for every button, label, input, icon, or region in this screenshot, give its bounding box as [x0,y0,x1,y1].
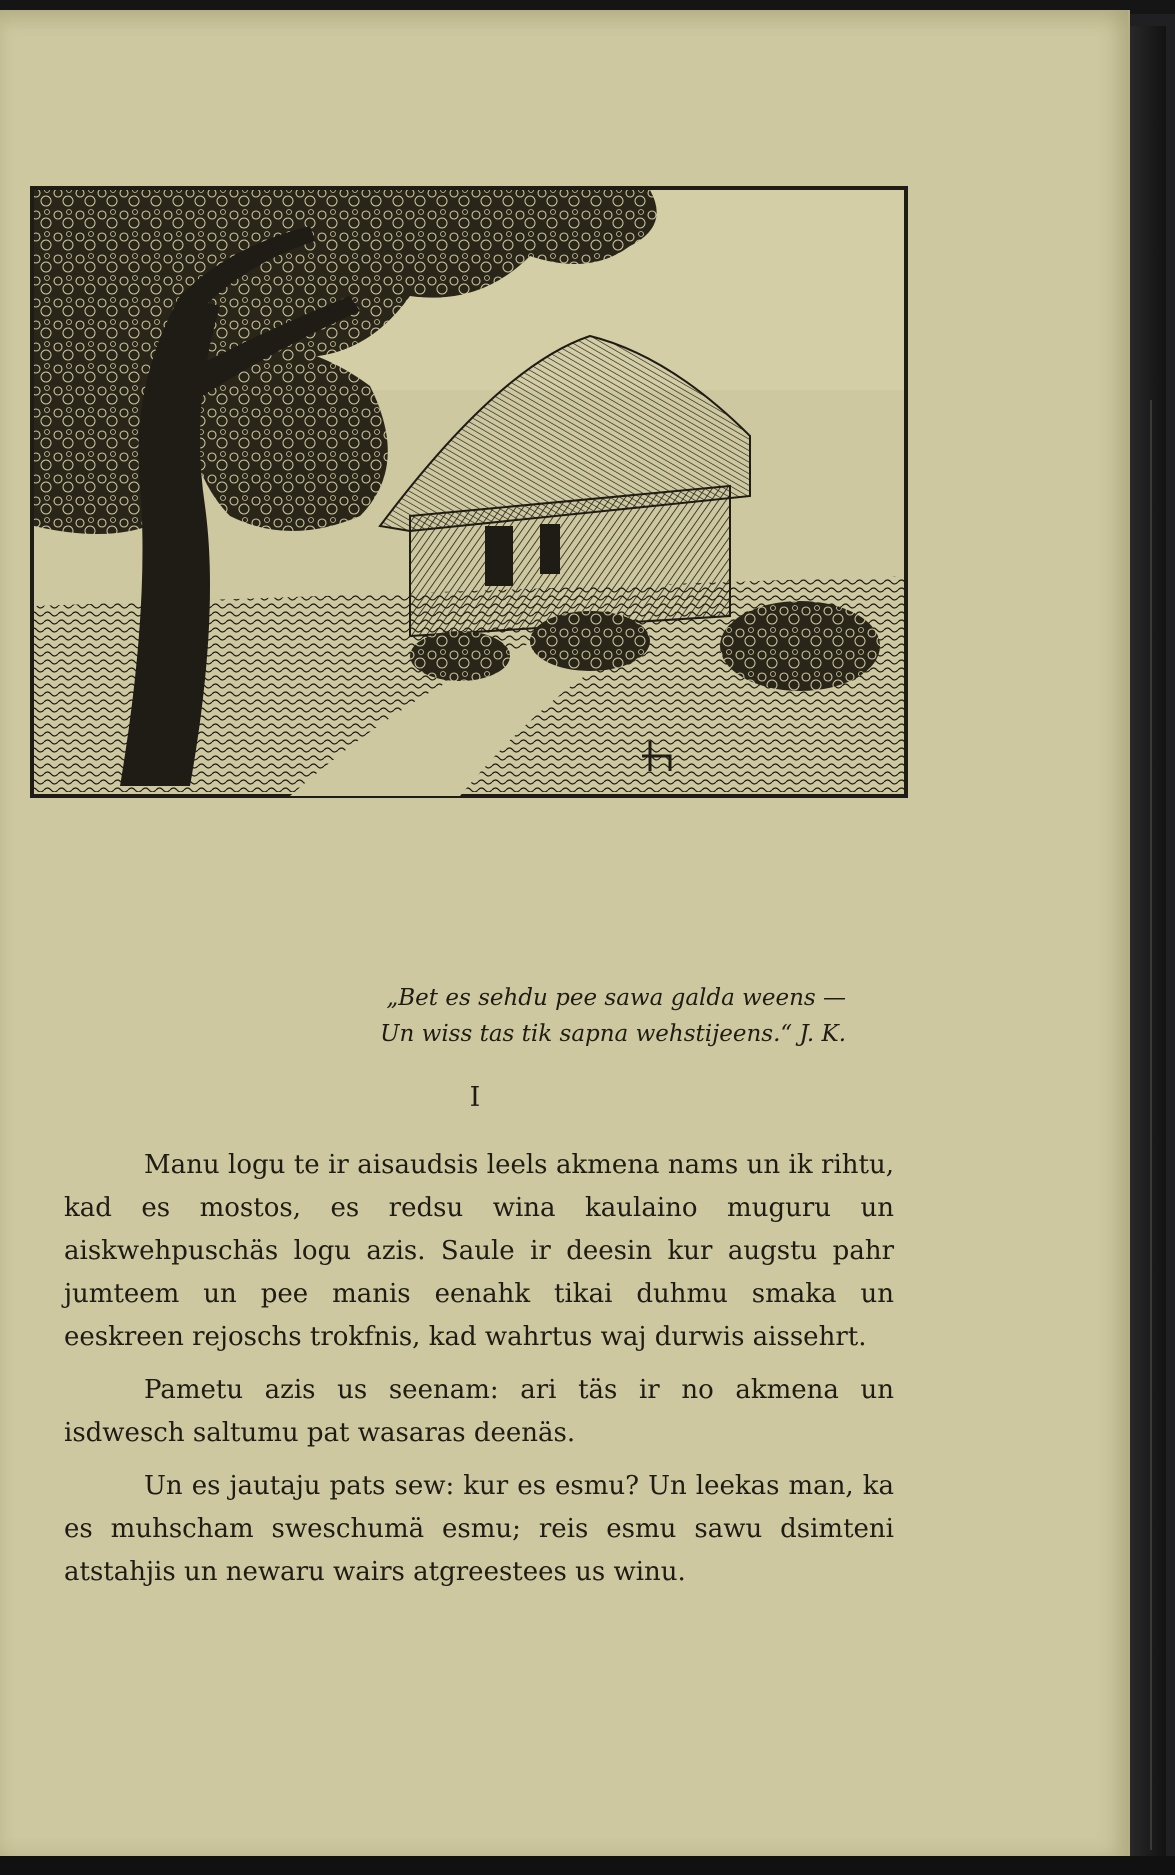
cottage-engraving-icon [30,186,908,798]
cottage-illustration [30,186,908,798]
epigraph-line-2: Un wiss tas tik sapna wehstijeens.“ J. K. [380,1021,846,1047]
scan-bottom-edge [0,1856,1175,1875]
epigraph [380,980,846,1052]
chapter-number: I [469,1082,481,1113]
paragraph-2: Pametu azis us seenam: ari täs ir no akmena un isdwesch saltumu pat wasaras deenäs. [64,1375,894,1448]
paragraph-1: Manu logu te ir aisaudsis leels akmena nams un ik rihtu, kad es mostos, es redsu wina kaulaino muguru un aiskwehpuschäs logu azis. Saule ir deesin kur augstu pahr jumteem un pee manis eenahk tikai duhmu smaka un eeskreen rejoschs trokfnis, kad wahrtus waj durwis aissehrt. [64,1150,894,1352]
book-spine-edge [1128,26,1166,1861]
epigraph-line-1: „Bet es sehdu pee sawa galda weens — [386,985,846,1011]
book-page [0,10,1130,1856]
page-edge-line [1150,400,1152,1850]
paragraph-3: Un es jautaju pats sew: kur es esmu? Un leekas man, ka es muhscham sweschumä esmu; reis esmu sawu dsimteni atstahjis un newaru wairs atgreestees us winu. [64,1471,894,1587]
chapter-body [64,1144,894,1604]
